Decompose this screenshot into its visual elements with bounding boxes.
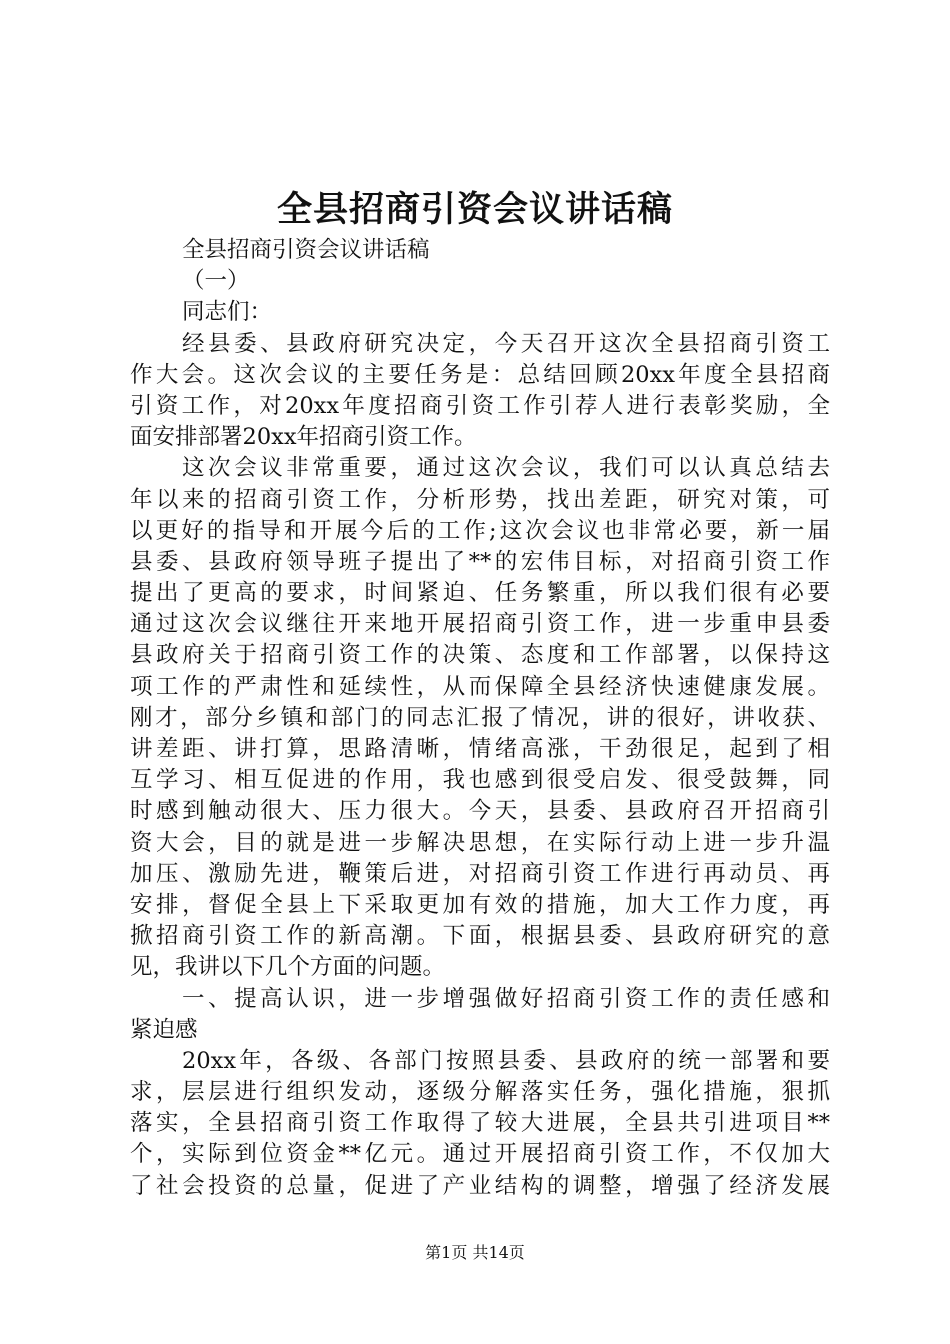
body-line: 面安排部署20xx年招商引资工作。 bbox=[130, 424, 477, 451]
body-line: 作大会。这次会议的主要任务是：总结回顾20xx年度全县招商 bbox=[130, 361, 830, 388]
body-line: （一） bbox=[182, 268, 250, 295]
body-line: 一、提高认识，进一步增强做好招商引资工作的责任感和 bbox=[182, 985, 830, 1012]
body-line: 项工作的严肃性和延续性，从而保障全县经济快速健康发展。 bbox=[130, 673, 830, 700]
body-line: 同志们： bbox=[182, 299, 273, 326]
document-title: 全县招商引资会议讲话稿 bbox=[276, 189, 673, 230]
body-line: 紧迫感 bbox=[130, 1016, 198, 1043]
body-line: 年以来的招商引资工作，分析形势，找出差距，研究对策，可 bbox=[130, 486, 830, 513]
body-line: 20xx年，各级、各部门按照县委、县政府的统一部署和要 bbox=[182, 1047, 830, 1074]
body-line: 时感到触动很大、压力很大。今天，县委、县政府召开招商引 bbox=[130, 798, 830, 825]
body-line: 经县委、县政府研究决定，今天召开这次全县招商引资工 bbox=[182, 330, 830, 357]
body-line: 通过这次会议继往开来地开展招商引资工作，进一步重申县委 bbox=[130, 611, 830, 638]
body-line: 互学习、相互促进的作用，我也感到很受启发、很受鼓舞，同 bbox=[130, 767, 830, 794]
body-line: 这次会议非常重要，通过这次会议，我们可以认真总结去 bbox=[182, 455, 830, 482]
body-line: 引资工作，对20xx年度招商引资工作引荐人进行表彰奖励，全 bbox=[130, 392, 830, 419]
body-line: 见，我讲以下几个方面的问题。 bbox=[130, 954, 446, 981]
body-line: 提出了更高的要求，时间紧迫、任务繁重，所以我们很有必要 bbox=[130, 580, 830, 607]
body-line: 以更好的指导和开展今后的工作;这次会议也非常必要，新一届 bbox=[130, 517, 830, 544]
body-line: 资大会，目的就是进一步解决思想，在实际行动上进一步升温 bbox=[130, 829, 830, 856]
document-body bbox=[130, 235, 830, 1202]
body-line: 县政府关于招商引资工作的决策、态度和工作部署，以保持这 bbox=[130, 642, 830, 669]
body-line: 掀招商引资工作的新高潮。下面，根据县委、县政府研究的意 bbox=[130, 923, 830, 950]
body-line: 求，层层进行组织发动，逐级分解落实任务，强化措施，狠抓 bbox=[130, 1079, 830, 1106]
body-line: 全县招商引资会议讲话稿 bbox=[182, 237, 430, 263]
body-line: 讲差距、讲打算，思路清晰，情绪高涨，干劲很足，起到了相 bbox=[130, 736, 830, 762]
body-line: 县委、县政府领导班子提出了**的宏伟目标，对招商引资工作 bbox=[130, 548, 830, 575]
body-line: 安排，督促全县上下采取更加有效的措施，加大工作力度，再 bbox=[130, 891, 830, 918]
body-line: 加压、激励先进，鞭策后进，对招商引资工作进行再动员、再 bbox=[130, 860, 830, 887]
body-line: 刚才，部分乡镇和部门的同志汇报了情况，讲的很好，讲收获、 bbox=[130, 704, 830, 731]
body-line: 落实，全县招商引资工作取得了较大进展，全县共引进项目** bbox=[130, 1110, 830, 1137]
page-footer: 第1页 共14页 bbox=[425, 1243, 525, 1262]
body-line: 个，实际到位资金**亿元。通过开展招商引资工作，不仅加大 bbox=[130, 1141, 830, 1168]
body-line: 了社会投资的总量，促进了产业结构的调整，增强了经济发展 bbox=[130, 1172, 830, 1199]
